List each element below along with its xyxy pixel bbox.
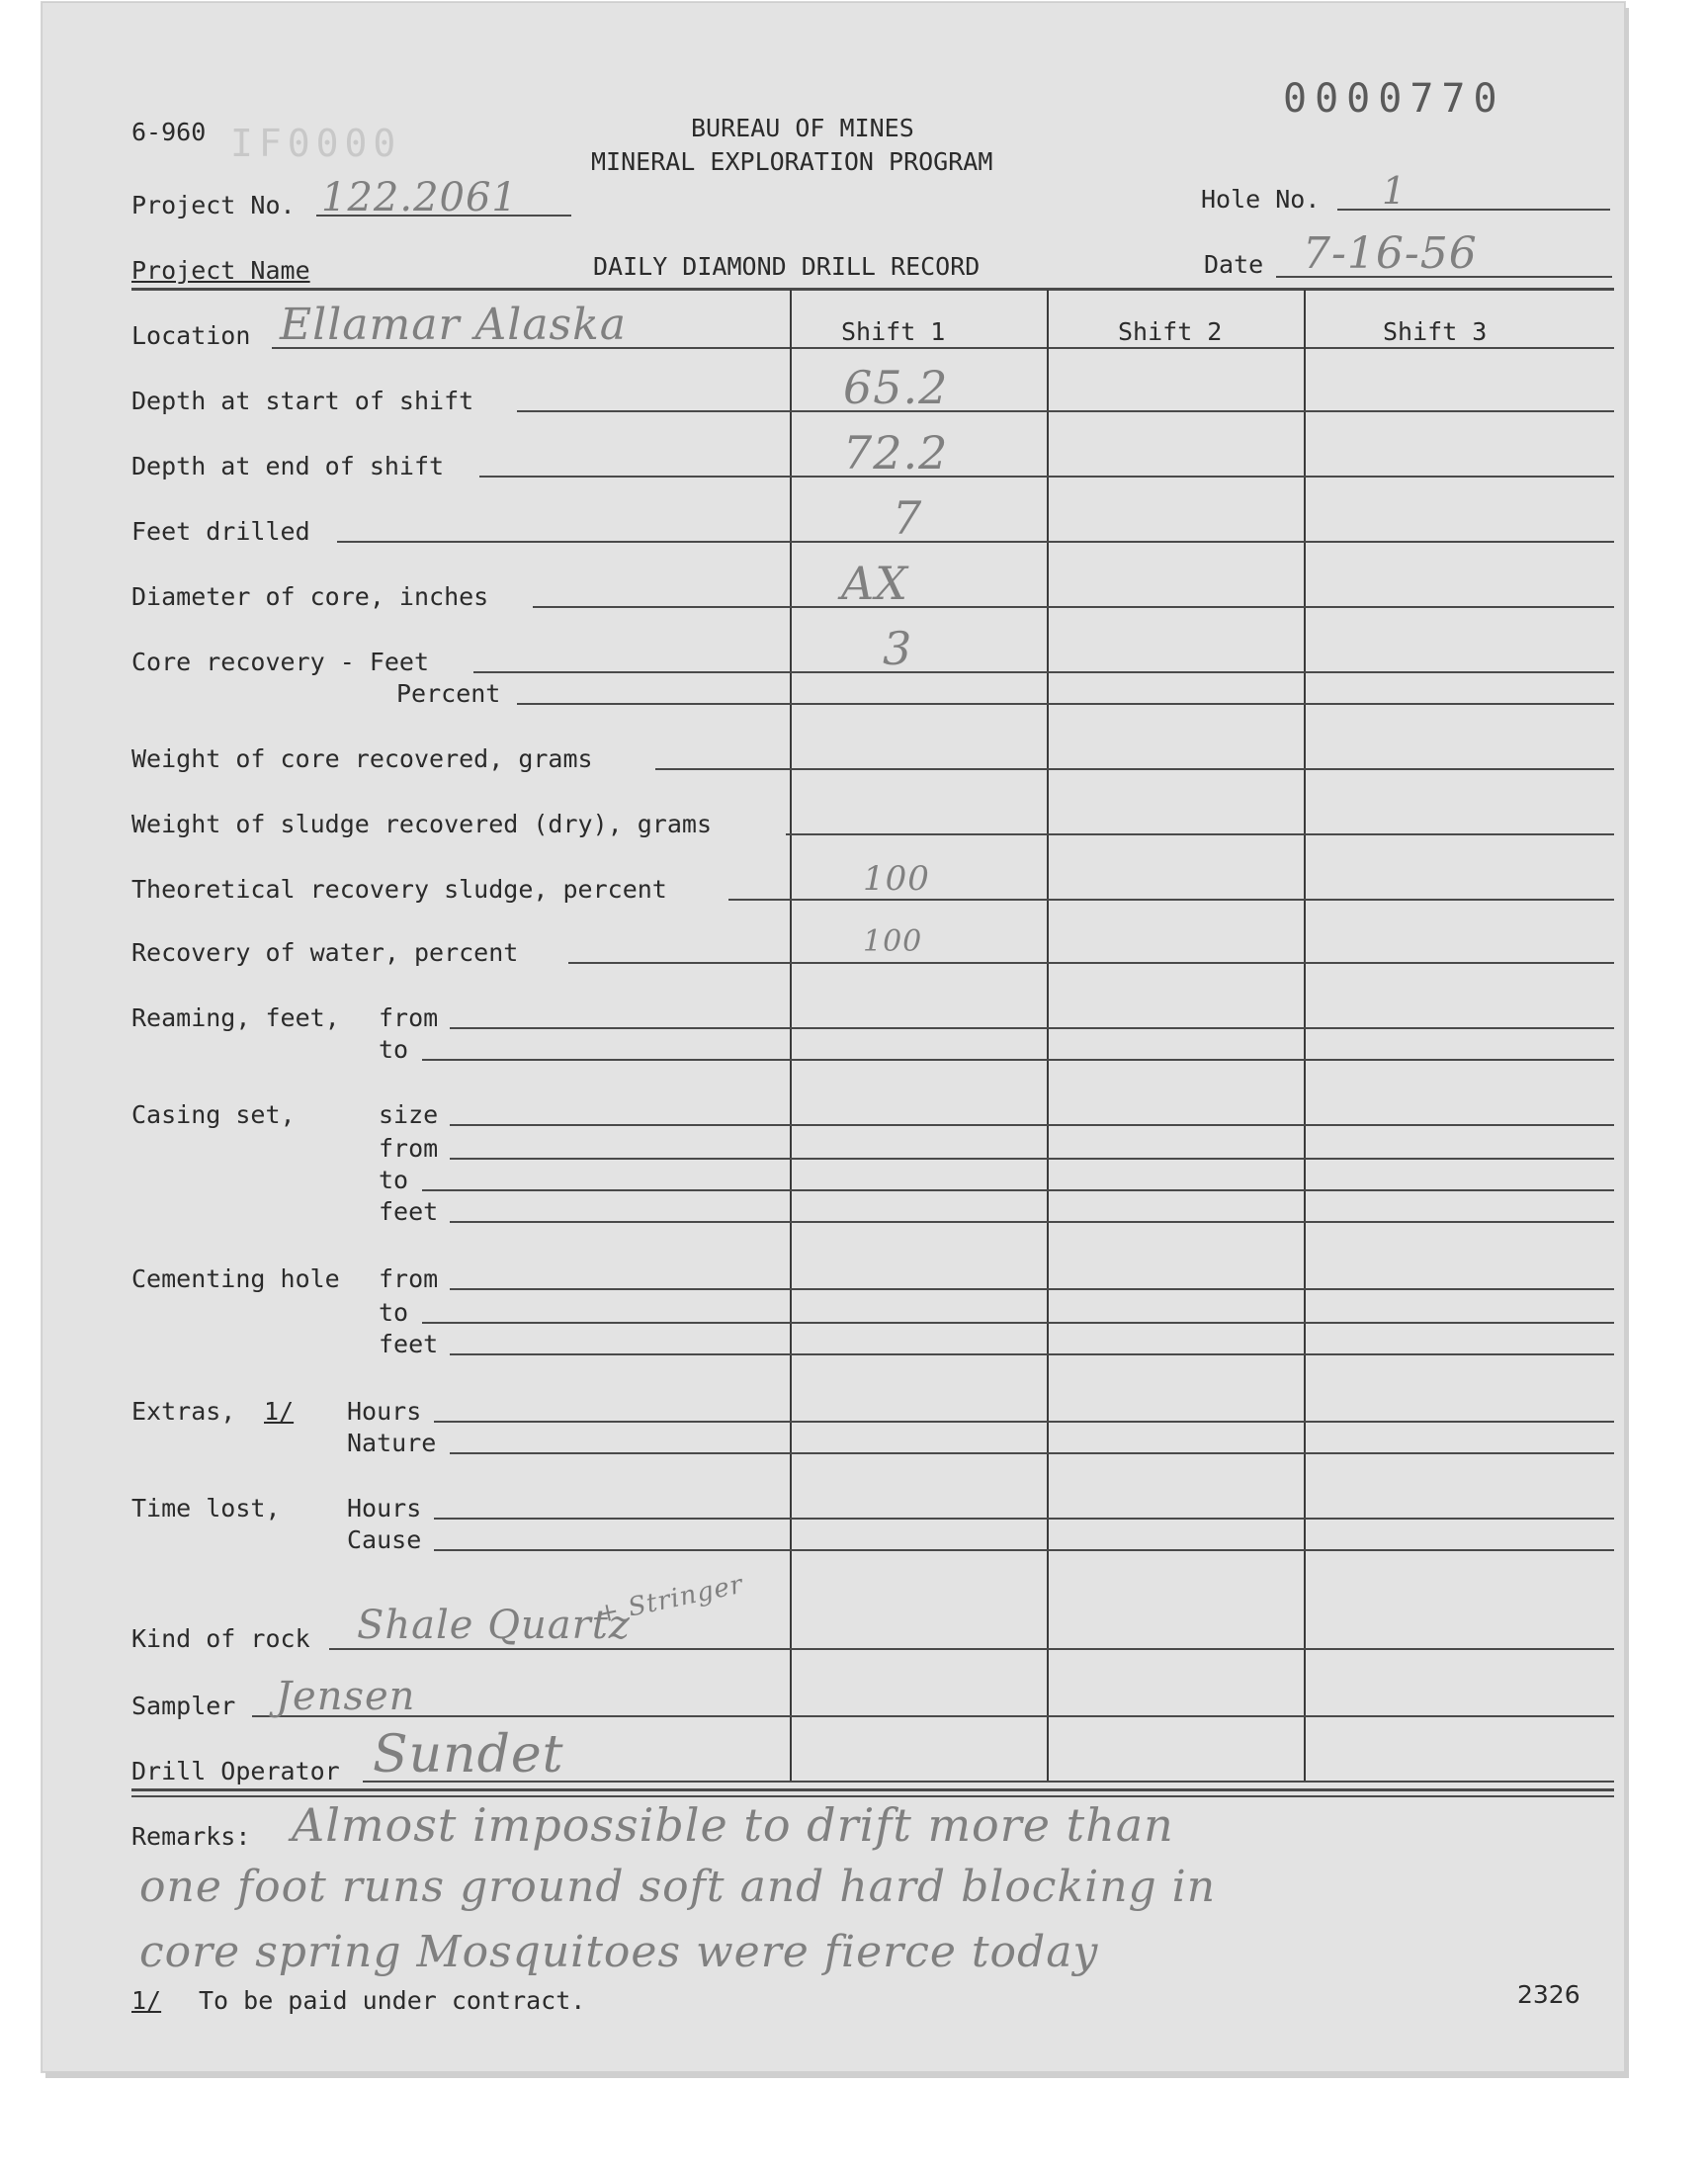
casing-size-label: size [379, 1100, 439, 1129]
depth-end-label: Depth at end of shift [131, 452, 445, 480]
form-code: 6-960 [131, 118, 207, 146]
extras-label: Extras, [131, 1397, 236, 1426]
table-top-rule [131, 288, 1614, 291]
feet-drilled-label: Feet drilled [131, 517, 310, 546]
hole-no-label: Hole No. [1201, 185, 1321, 214]
date-value: 7-16-56 [1303, 228, 1478, 279]
time-lost-hours-label: Hours [347, 1494, 422, 1522]
agency-title: BUREAU OF MINES [691, 114, 914, 142]
reaming-to-label: to [379, 1035, 409, 1064]
extras-nature-line [450, 1452, 1614, 1454]
water-shift1: 100 [863, 924, 923, 959]
project-name-label: Project Name [131, 256, 310, 285]
water-line [568, 962, 1614, 964]
cementing-from-label: from [379, 1264, 439, 1293]
feet-drilled-line [337, 541, 1614, 543]
depth-end-shift1: 72.2 [843, 426, 949, 479]
remarks-line-1: Almost impossible to drift more than [292, 1798, 1174, 1852]
casing-feet-line [450, 1221, 1614, 1223]
cementing-feet-label: feet [379, 1330, 439, 1358]
time-lost-label: Time lost, [131, 1494, 281, 1522]
column-divider-3 [1304, 290, 1306, 1783]
reaming-label: Reaming, feet, [131, 1003, 340, 1032]
extras-note-mark: 1/ [264, 1397, 295, 1426]
kind-of-rock-line [329, 1648, 1614, 1650]
cementing-feet-line [450, 1353, 1614, 1355]
hole-no-line [1337, 209, 1610, 211]
weight-core-line [655, 768, 1614, 770]
remarks-line-2: one foot runs ground soft and hard blocking in [139, 1862, 1217, 1912]
time-lost-cause-label: Cause [347, 1525, 422, 1554]
shift3-header: Shift 3 [1383, 317, 1488, 346]
percent-line [517, 703, 1614, 705]
casing-feet-label: feet [379, 1197, 439, 1226]
extras-nature-label: Nature [347, 1429, 437, 1457]
table-bottom-rule-2 [131, 1795, 1614, 1797]
diameter-line [533, 606, 1614, 608]
diameter-shift1: AX [841, 557, 908, 610]
diameter-label: Diameter of core, inches [131, 582, 489, 611]
hole-no-value: 1 [1382, 169, 1408, 213]
cementing-from-line [450, 1288, 1614, 1290]
form-title: DAILY DIAMOND DRILL RECORD [593, 252, 981, 281]
page-number: 2326 [1517, 1980, 1580, 2009]
cementing-label: Cementing hole [131, 1264, 340, 1293]
depth-start-label: Depth at start of shift [131, 387, 474, 415]
project-no-value: 122.2061 [321, 175, 518, 220]
reaming-to-line [422, 1059, 1614, 1061]
kind-of-rock-label: Kind of rock [131, 1624, 310, 1653]
remarks-line-3: core spring Mosquitoes were fierce today [139, 1927, 1099, 1977]
reaming-from-line [450, 1027, 1614, 1029]
core-recovery-shift1: 3 [883, 622, 913, 675]
footnote-text: To be paid under contract. [199, 1986, 586, 2015]
remarks-label: Remarks: [131, 1822, 251, 1851]
program-title: MINERAL EXPLORATION PROGRAM [591, 147, 993, 176]
weight-sludge-label: Weight of sludge recovered (dry), grams [131, 810, 712, 838]
core-recovery-line [473, 671, 1614, 673]
percent-label: Percent [396, 679, 501, 708]
shift2-header: Shift 2 [1118, 317, 1223, 346]
casing-from-label: from [379, 1134, 439, 1163]
core-recovery-label: Core recovery - Feet [131, 648, 430, 676]
drill-operator-label: Drill Operator [131, 1757, 340, 1785]
location-label: Location [131, 321, 251, 350]
table-bottom-rule-1 [131, 1788, 1614, 1791]
cementing-to-label: to [379, 1298, 409, 1327]
casing-from-line [450, 1158, 1614, 1160]
ghost-stamp: IF0000 [230, 122, 402, 165]
form-sheet [42, 2, 1625, 2072]
theoretical-label: Theoretical recovery sludge, percent [131, 875, 667, 904]
depth-start-shift1: 65.2 [843, 361, 949, 414]
weight-sludge-line [786, 833, 1614, 835]
extras-hours-line [434, 1421, 1614, 1423]
project-no-label: Project No. [131, 191, 296, 219]
reaming-from-label: from [379, 1003, 439, 1032]
footnote-mark: 1/ [131, 1986, 162, 2015]
time-lost-hours-line [434, 1518, 1614, 1520]
extras-hours-label: Hours [347, 1397, 422, 1426]
casing-to-label: to [379, 1166, 409, 1194]
serial-number: 0000770 [1283, 76, 1505, 122]
casing-label: Casing set, [131, 1100, 296, 1129]
casing-to-line [422, 1189, 1614, 1191]
column-divider-1 [790, 290, 792, 1783]
water-label: Recovery of water, percent [131, 938, 519, 967]
date-label: Date [1204, 250, 1264, 279]
casing-size-line [450, 1124, 1614, 1126]
theoretical-line [728, 899, 1614, 901]
sampler-value: Jensen [276, 1674, 416, 1719]
column-divider-2 [1047, 290, 1049, 1783]
drill-operator-value: Sundet [373, 1725, 564, 1784]
sampler-label: Sampler [131, 1692, 236, 1720]
weight-core-label: Weight of core recovered, grams [131, 744, 593, 773]
location-value: Ellamar Alaska [280, 300, 628, 350]
kind-of-rock-extra: + Stringer [594, 1569, 746, 1630]
theoretical-shift1: 100 [863, 859, 930, 899]
sampler-line [252, 1715, 1614, 1717]
depth-start-line [517, 410, 1614, 412]
feet-drilled-shift1: 7 [893, 491, 923, 545]
depth-end-line [479, 476, 1614, 478]
cementing-to-line [422, 1322, 1614, 1324]
kind-of-rock-value: Shale Quartz [357, 1603, 631, 1648]
shift1-header: Shift 1 [841, 317, 946, 346]
time-lost-cause-line [434, 1549, 1614, 1551]
